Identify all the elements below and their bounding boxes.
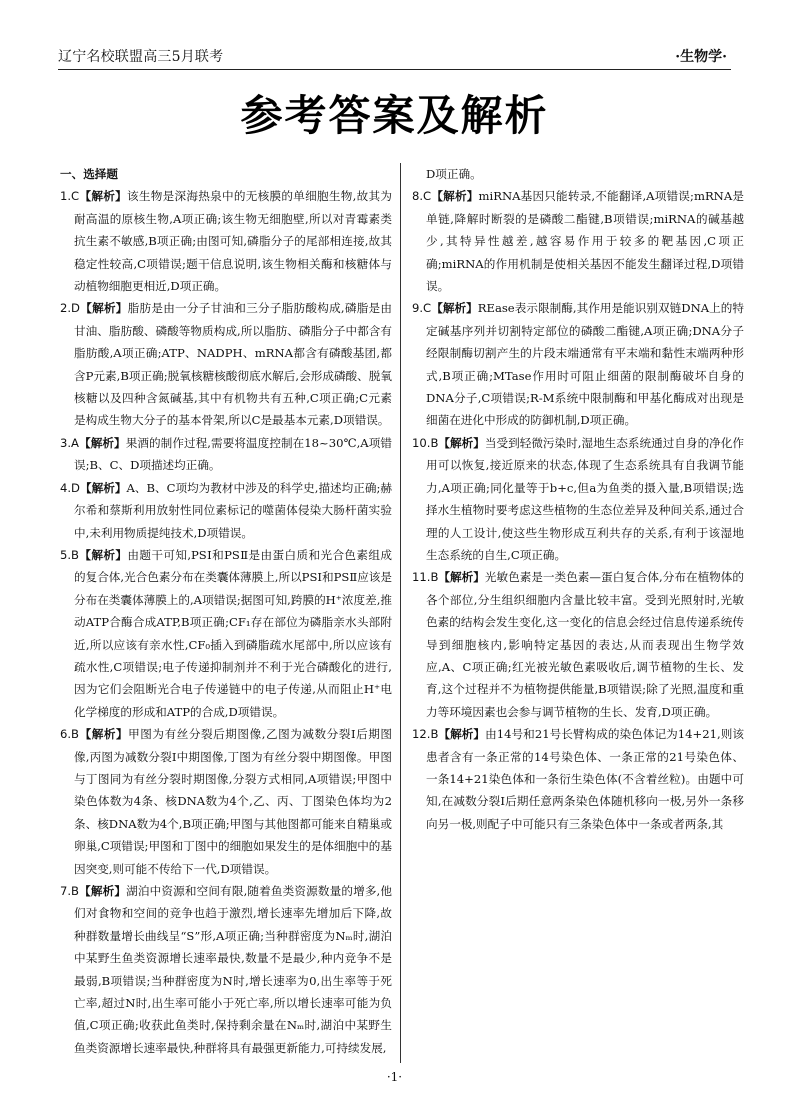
page-title: 参考答案及解析 [240,91,549,140]
answer-item-continued [412,163,744,185]
answer-item [412,723,744,835]
left-column [60,163,392,1063]
answer-number: 12.B [412,727,439,742]
answer-text: 由14号和21号长臂构成的染色体记为14+21,则该患者含有一条正常的14号染色体、一条正常的21号染色体、一条14+21染色体和一条衍生染色体(不含着丝粒)。由题中可知,在减数分裂Ⅰ后期任意两条染色体随机移向一极,另外一条移向另一极,则配子中可能只有三条染色体中一条或者两条,其 [426,727,744,831]
answer-number: 8.C [412,189,432,204]
answer-item [60,880,392,1059]
answer-item [60,185,392,297]
answer-text: A、B、C项均为教材中涉及的科学史,描述均正确;赫尔希和蔡斯利用放射性同位素标记的噬菌体侵染大肠杆菌实验中,未利用物质提纯技术,D项错误。 [74,480,392,540]
right-column [412,163,744,1063]
analysis-tag: 【解析】 [79,884,127,898]
answer-text: 湖泊中资源和空间有限,随着鱼类资源数量的增多,他们对食物和空间的竞争也趋于激烈,增长速率先增加后下降,故种群数量增长曲线呈“S”形,A项正确;当种群密度为Nₘ时,湖泊中某野生鱼类资源增长速率最快,数量不是最少,种内竞争不是最弱,B项错误;当种群密度为N时,增长速率为0,出生率等于死亡率,超过N时,出生率可能小于死亡率,所以增长速率可能为负值,C项正确;收获此鱼类时,保持剩余量在Nₘ时,湖泊中某野生鱼类资源增长速率最快,种群将具有最强更新能力,可持续发展, [74,884,392,1055]
analysis-tag: 【解析】 [79,435,126,450]
answer-text: 由题干可知,PSⅠ和PSⅡ是由蛋白质和光合色素组成的复合体,光合色素分布在类囊体薄膜上,所以PSⅠ和PSⅡ应该是分布在类囊体薄膜上的,A项错误;据图可知,跨膜的H⁺浓度差,推动ATP合酶合成ATP,B项正确;CF₁存在部位为磷脂亲水头部附近,所以应该有亲水性,CF₀插入到磷脂疏水尾部中,所以应该有疏水性,C项错误;电子传递抑制剂并不利于光合磷酸化的进行,因为它们会阻断光合电子传递链中的电子传递,从而阻止H⁺电化学梯度的形成和ATP的合成,D项错误。 [74,547,392,719]
analysis-tag: 【解析】 [438,570,485,585]
section-heading: 一、选择题 [60,167,118,181]
analysis-tag: 【解析】 [79,189,127,204]
answer-number: 11.B [412,570,439,585]
answer-item [60,432,392,477]
answer-text: 果酒的制作过程,需要将温度控制在18~30℃,A项错误;B、C、D项描述均正确。 [74,435,392,473]
answer-item [60,544,392,723]
answer-item [412,566,744,723]
analysis-tag: 【解析】 [431,301,478,316]
answer-number: 6.B [60,727,80,742]
answer-text: 光敏色素是一类色素—蛋白复合体,分布在植物体的各个部位,分生组织细胞内含量比较丰富。受到光照射时,光敏色素的结构会发生变化,这一变化的信息会经过信息传递系统传导到细胞核内,影响特定基因的表达,从而表现出生物学效应,A、C项正确;红光被光敏色素吸收后,调节植物的生长、发育,这个过程并不为植物提供能量,B项错误;除了光照,温度和重力等环境因素也会参与调节植物的生长、发育,D项正确。 [426,570,744,719]
answer-item [412,185,744,297]
header-rule [58,69,731,70]
analysis-tag: 【解析】 [438,435,485,450]
answer-number: 2.D [60,301,80,316]
answer-number: 10.B [412,435,439,450]
answer-text: 该生物是深海热泉中的无核膜的单细胞生物,故其为耐高温的原核生物,A项正确;该生物无细胞壁,所以对青霉素类抗生素不敏感,B项正确;由图可知,磷脂分子的尾部相连接,故其稳定性较高,C项错误;题干信息说明,该生物相关酶和核糖体与动植物细胞更相近,D项正确。 [74,189,392,294]
column-divider [400,163,401,1063]
answer-item [60,477,392,544]
answer-number: 5.B [60,547,80,562]
analysis-tag: 【解析】 [79,547,128,562]
answer-number: 9.C [412,301,432,316]
answer-text: D项正确。 [426,167,482,181]
answer-item [412,432,744,566]
analysis-tag: 【解析】 [80,301,128,316]
analysis-tag: 【解析】 [80,480,127,495]
answer-item [60,723,392,880]
answer-text: 当受到轻微污染时,湿地生态系统通过自身的净化作用可以恢复,接近原来的状态,体现了生态系统具有自我调节能力,A项正确;同化量等于b+c,但a为鱼类的摄入量,B项错误;选择水生植物时要考虑这些植物的生态位差异及种间关系,通过合理的人工设计,使这些生物形成互利共存的关系,有利于该湿地生态系统的自生,C项正确。 [426,435,744,562]
analysis-tag: 【解析】 [79,727,129,742]
answer-text: 甲图为有丝分裂后期图像,乙图为减数分裂Ⅰ后期图像,丙图为减数分裂Ⅰ中期图像,丁图为有丝分裂中期图像。甲图与丁图同为有丝分裂时期图像,分裂方式相同,A项错误;甲图中染色体数为4条、核DNA数为4个,乙、丙、丁图染色体均为2条、核DNA数为4个,B项正确;甲图与其他图都可能来自精巢或卵巢,C项错误;甲图和丁图中的细胞如果发生的是体细胞中的基因突变,则可能不传给下一代,D项错误。 [74,727,392,876]
answer-number: 3.A [60,435,79,450]
answer-text: miRNA基因只能转录,不能翻译,A项错误;mRNA是单链,降解时断裂的是磷酸二酯键,B项错误;miRNA的碱基越少,其特异性越差,越容易作用于较多的靶基因,C项正确;miRNA的作用机制是使相关基因不能发生翻译过程,D项错误。 [426,189,744,294]
answer-text: REase表示限制酶,其作用是能识别双链DNA上的特定碱基序列并切割特定部位的磷酸二酯键,A项正确;DNA分子经限制酶切割产生的片段末端通常有平末端和黏性末端两种形式,B项正确;MTase作用时可阻止细菌的限制酶破坏自身的DNA分子,C项错误;R-M系统中限制酶和甲基化酶成对出现是细菌在进化中形成的防御机制,D项正确。 [426,301,744,428]
analysis-tag: 【解析】 [431,189,479,204]
page-number: ·1· [386,1070,403,1084]
answer-number: 1.C [60,189,80,204]
analysis-tag: 【解析】 [438,727,486,742]
answer-item [412,297,744,431]
answer-number: 4.D [60,480,80,495]
answer-text: 脂肪是由一分子甘油和三分子脂肪酸构成,磷脂是由甘油、脂肪酸、磷酸等物质构成,所以脂肪、磷脂分子中都含有脂肪酸,A项正确;ATP、NADPH、mRNA都含有磷酸基团,都含P元素,B项正确;脱氧核糖核酸彻底水解后,会形成磷酸、脱氧核糖以及四种含氮碱基,其中有机物共有五种,C项正确;C元素是构成生物大分子的基本骨架,所以C是最基本元素,D项错误。 [74,301,392,428]
answer-number: 7.B [60,884,80,898]
answer-item [60,297,392,431]
header-exam-name: 辽宁名校联盟高三5月联考 [58,49,224,65]
header-subject: ·生物学· [675,49,727,65]
